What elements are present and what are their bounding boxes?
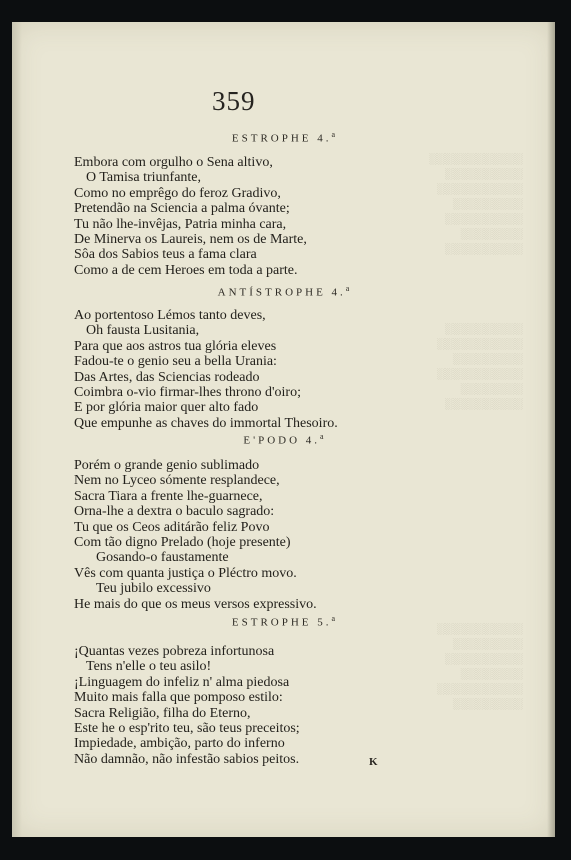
verse-line: Muito mais falla que pomposo estilo: [74, 690, 283, 706]
heading-superscript: a [331, 614, 336, 623]
verse-line: Pretendão na Sciencia a palma óvante; [74, 201, 290, 217]
verse-line: Para que aos astros tua glória eleves [74, 338, 277, 354]
stanza-estrophe-5 [74, 644, 300, 767]
verse-line: Ao portentoso Lémos tanto deves, [74, 308, 266, 323]
verse-line: Porém o grande genio sublimado [74, 458, 260, 473]
verse-line: Sacra Tiara a frente lhe-guarnece, [74, 488, 263, 504]
verse-line: Fadou-te o genio seu a bella Urania: [74, 354, 277, 370]
heading-text: ESTROPHE 4. [231, 132, 332, 145]
verse-line: Como a de cem Heroes em toda a parte. [74, 262, 298, 278]
heading-text: ESTROPHE 5. [231, 616, 332, 629]
bleed-through-middle: ░░░░░░░░░░ ░░░░░░░░░░░ ░░░░░░░░░ ░░░░░░░░░░░ ░░░░░░░░ ░░░░░░░░░░ [437, 323, 523, 410]
verse-line: Não damnão, não infestão sabios peitos. [74, 751, 300, 767]
verse-line: ¡Quantas vezes pobreza infortunosa [74, 644, 275, 659]
section-heading-epodo-4 [12, 432, 555, 447]
stanza-estrophe-4 [74, 155, 307, 278]
verse-line: Orna-lhe a dextra o baculo sagrado: [74, 504, 275, 520]
bleed-through-bottom: ░░░░░░░░░░░ ░░░░░░░░░ ░░░░░░░░░░ ░░░░░░░░ ░░░░░░░░░░░ ░░░░░░░░░ [437, 623, 523, 710]
signature-mark: K [369, 756, 378, 768]
verse-line: ¡Linguagem do infeliz n' alma piedosa [74, 674, 290, 690]
section-heading-estrophe-5 [12, 614, 555, 629]
verse-line: Tens n'elle o teu asilo! [86, 659, 212, 675]
verse-line: De Minerva os Laureis, nem os de Marte, [74, 232, 307, 248]
verse-line: Com tão digno Prelado (hoje presente) [74, 535, 291, 551]
bleed-through-top: ░░░░░░░░░░░░ ░░░░░░░░░░ ░░░░░░░░░░░ ░░░░░░░░░ ░░░░░░░░░░ ░░░░░░░░ ░░░░░░░░░░ [429, 153, 523, 255]
verse-line: Tu que os Ceos aditárão feliz Povo [74, 519, 270, 535]
verse-line: Teu jubilo excessivo [96, 581, 211, 597]
heading-text: ANTÍSTROPHE 4. [217, 286, 346, 299]
verse-line: Tu não lhe-invêjas, Patria minha cara, [74, 216, 287, 232]
verse-line: He mais do que os meus versos expressivo. [74, 596, 317, 612]
book-page [12, 22, 555, 837]
verse-line: Embora com orgulho o Sena altivo, [74, 155, 273, 170]
verse-line: Oh fausta Lusitania, [86, 323, 200, 339]
verse-line: Impiedade, ambição, parto do inferno [74, 736, 285, 752]
heading-superscript: a [320, 432, 324, 441]
verse-line: Nem no Lyceo sómente resplandece, [74, 473, 280, 489]
verse-line: Sôa dos Sabios teus a fama clara [74, 247, 257, 263]
page-number: 359 [212, 86, 256, 116]
stanza-epodo-4 [74, 458, 317, 612]
verse-line: Vês com quanta justiça o Pléctro movo. [74, 565, 297, 581]
verse-line: Este he o esp'rito teu, são teus preceitos; [74, 721, 300, 737]
verse-line: Das Artes, das Sciencias rodeado [74, 369, 260, 385]
heading-superscript: a [331, 130, 336, 139]
section-heading-estrophe-4 [12, 130, 555, 145]
heading-text: E'PODO 4. [243, 434, 321, 447]
verse-line: Coimbra o-vio firmar-lhes throno d'oiro; [74, 385, 301, 401]
verse-line: O Tamisa triunfante, [86, 170, 202, 186]
section-heading-antistrophe-4 [12, 284, 555, 299]
stanza-antistrophe-4 [74, 308, 338, 431]
verse-line: E por glória maior quer alto fado [74, 400, 259, 416]
verse-line: Que empunhe as chaves do immortal Thesoiro. [74, 415, 338, 431]
verse-line: Sacra Religião, filha do Eterno, [74, 705, 251, 721]
heading-superscript: a [345, 284, 350, 293]
verse-line: Como no emprêgo do feroz Gradivo, [74, 185, 281, 201]
verse-line: Gosando-o faustamente [96, 550, 229, 566]
